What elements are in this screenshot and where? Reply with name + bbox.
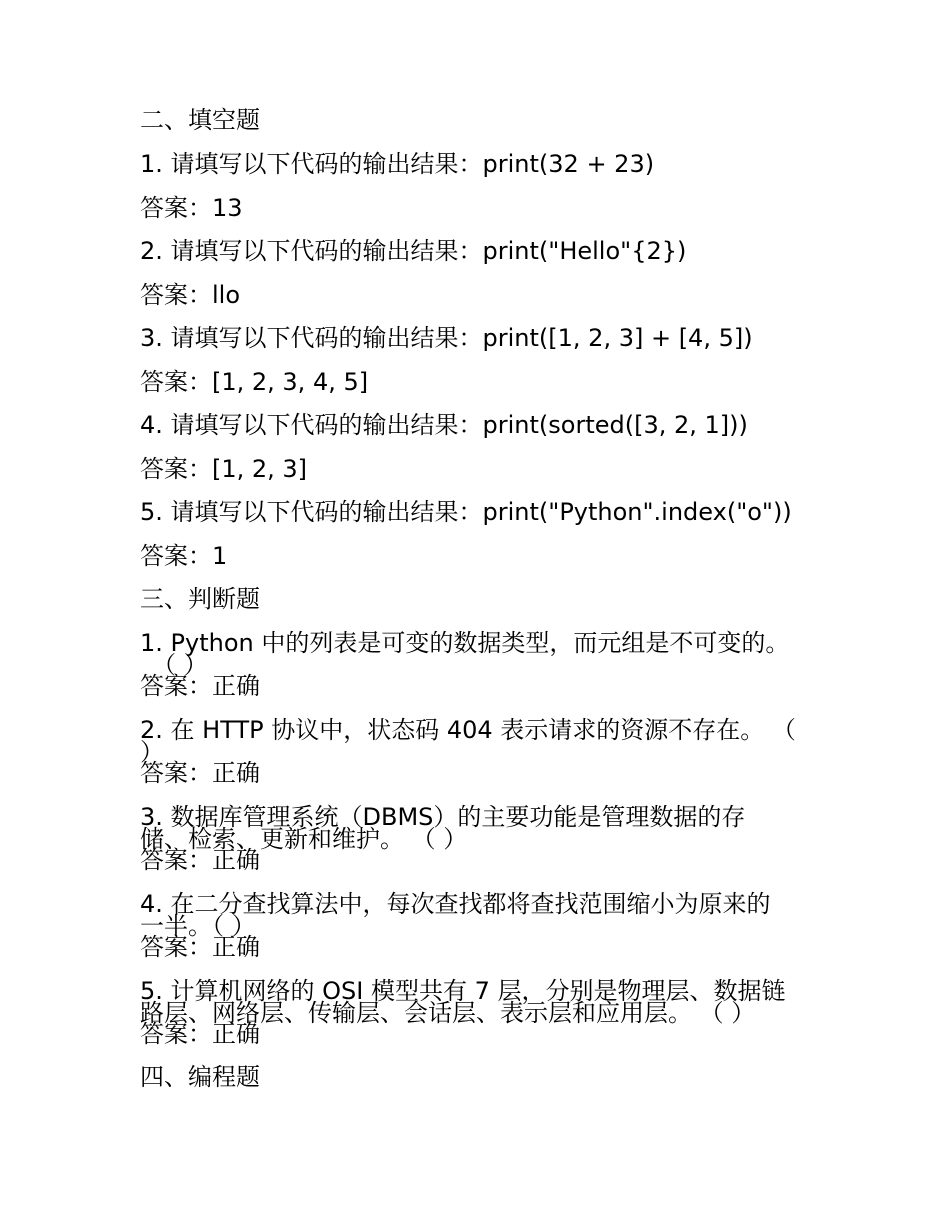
true-false-question-3-line2: 储、检索、更新和维护。 （ ）: [140, 825, 468, 853]
fill-in-question-3: 3. 请填写以下代码的输出结果：print([1, 2, 3] + [4, 5]): [140, 324, 753, 352]
true-false-question-2-line2: ）: [140, 738, 164, 766]
fill-in-answer-3: 答案：[1, 2, 3, 4, 5]: [140, 368, 369, 396]
section-heading-fill-in: 二、填空题: [140, 106, 260, 134]
section-heading-true-false: 三、判断题: [140, 585, 260, 613]
true-false-answer-3: 答案：正确: [140, 846, 260, 874]
fill-in-answer-1: 答案：13: [140, 194, 243, 222]
fill-in-answer-4: 答案：[1, 2, 3]: [140, 455, 308, 483]
fill-in-answer-2: 答案：llo: [140, 281, 241, 309]
fill-in-question-2: 2. 请填写以下代码的输出结果：print("Hello"{2}): [140, 237, 687, 265]
fill-in-answer-5: 答案：1: [140, 542, 228, 570]
fill-in-question-4: 4. 请填写以下代码的输出结果：print(sorted([3, 2, 1])): [140, 411, 748, 439]
true-false-answer-5: 答案：正确: [140, 1020, 260, 1048]
true-false-question-4-line2: 一半。（ ）: [140, 912, 256, 940]
true-false-question-1-line1: 1. Python 中的列表是可变的数据类型，而元组是不可变的。: [140, 629, 790, 657]
true-false-question-5-line2: 路层、网络层、传输层、会话层、表示层和应用层。 （ ）: [140, 999, 756, 1027]
true-false-answer-4: 答案：正确: [140, 933, 260, 961]
fill-in-question-1: 1. 请填写以下代码的输出结果：print(32 + 23): [140, 150, 655, 178]
true-false-answer-2: 答案：正确: [140, 759, 260, 787]
section-heading-programming: 四、编程题: [140, 1063, 260, 1091]
true-false-question-4-line1: 4. 在二分查找算法中，每次查找都将查找范围缩小为原来的: [140, 890, 771, 918]
true-false-question-1-line2: （ ）: [152, 651, 208, 679]
true-false-answer-1: 答案：正确: [140, 672, 260, 700]
fill-in-question-5: 5. 请填写以下代码的输出结果：print("Python".index("o")): [140, 498, 792, 526]
true-false-question-5-line1: 5. 计算机网络的 OSI 模型共有 7 层，分别是物理层、数据链: [140, 977, 786, 1005]
true-false-question-2-line1: 2. 在 HTTP 协议中，状态码 404 表示请求的资源不存在。 （: [140, 716, 796, 744]
true-false-question-3-line1: 3. 数据库管理系统（DBMS）的主要功能是管理数据的存: [140, 803, 746, 831]
